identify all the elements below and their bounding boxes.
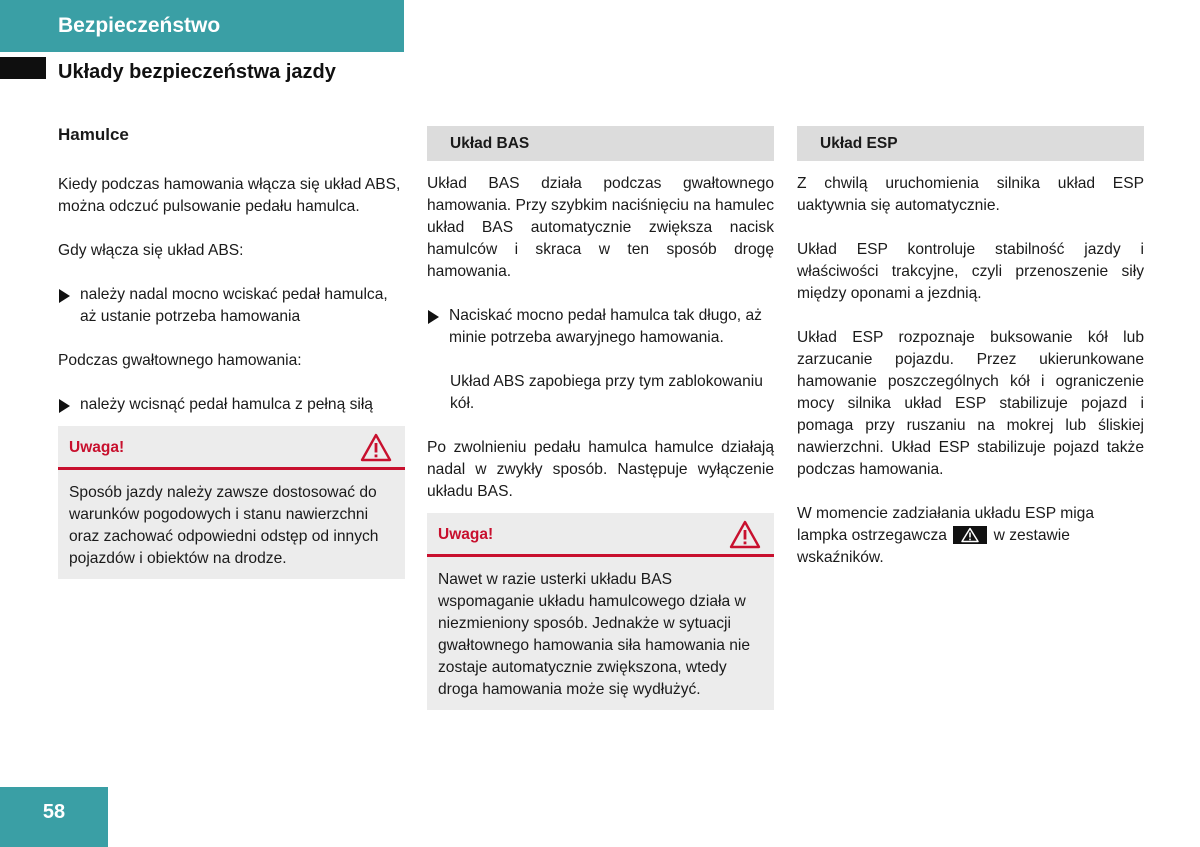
paragraph: Układ BAS działa podczas gwałtownego hamowania. Przy szybkim naciśnięciu na hamulec układ BAS automatycznie zwiększa nacisk hamulców i skraca w ten sposób drogę hamowania. — [427, 175, 774, 280]
warning-title: Uwaga! — [438, 526, 494, 543]
warning-triangle-icon — [729, 520, 761, 549]
paragraph: Podczas gwałtownego hamowania: — [58, 352, 302, 369]
lamp-text-before: W momencie zadziałania układu ESP miga lampka ostrzegawcza — [797, 505, 1095, 544]
lamp-text-after: w zestawie wskaźników. — [797, 527, 1070, 566]
instruction-item — [58, 394, 405, 416]
paragraph: Kiedy podczas hamowania włącza się układ ABS, można odczuć pulsowanie pedału hamulca. — [58, 176, 401, 215]
heading-esp: Układ ESP — [797, 126, 1144, 161]
column-bas — [427, 122, 774, 710]
page-number: 58 — [0, 787, 108, 847]
warning-header — [427, 513, 774, 557]
heading-hamulce: Hamulce — [58, 125, 129, 144]
instruction-item — [427, 305, 774, 349]
warning-triangle-icon — [360, 433, 392, 462]
bullet-arrow-icon — [59, 399, 70, 413]
paragraph: Po zwolnieniu pedału hamulca hamulce działają nadal w zwykły sposób. Następuje wyłączenie układu BAS. — [427, 439, 774, 500]
paragraph: Układ ESP rozpoznaje buksowanie kół lub zarzucanie pojazdu. Przez ukierunkowane hamowanie poszczególnych kół i ograniczenie mocy silnika układ ESP stabilizuje pojazd i pomaga przy ruszaniu na mokrej lub śliskiej nawierzchni. Układ ESP stabilizuje pojazd także podczas hamowania. — [797, 329, 1144, 478]
paragraph: Układ ESP kontroluje stabilność jazdy i właściwości trakcyjne, czyli przenoszenie siły między oponami a jezdnią. — [797, 241, 1144, 302]
warning-title: Uwaga! — [69, 439, 125, 456]
heading-bas: Układ BAS — [427, 126, 774, 161]
warning-box — [427, 513, 774, 710]
bullet-arrow-icon — [428, 310, 439, 324]
paragraph-lamp — [797, 503, 1144, 569]
esp-warning-lamp-icon — [953, 526, 987, 544]
instruction-text: Naciskać mocno pedał hamulca tak długo, aż minie potrzeba awaryjnego hamowania. — [449, 307, 762, 346]
column-hamulce — [58, 122, 405, 579]
column-esp — [797, 122, 1144, 569]
paragraph: Gdy włącza się układ ABS: — [58, 242, 244, 259]
bullet-arrow-icon — [59, 289, 70, 303]
note-text: Układ ABS zapobiega przy tym zablokowaniu kół. — [450, 373, 763, 412]
instruction-text: należy wcisnąć pedał hamulca z pełną siłą — [80, 396, 373, 413]
warning-text: Sposób jazdy należy zawsze dostosować do warunków pogodowych i stanu nawierzchni oraz zachować odpowiedni odstęp od innych pojazdów i obiektów na drodze. — [69, 484, 379, 567]
instruction-item — [58, 284, 405, 328]
page-subtitle: Układy bezpieczeństwa jazdy — [58, 61, 336, 83]
warning-box — [58, 426, 405, 579]
section-tab: Bezpieczeństwo — [0, 0, 404, 52]
warning-text: Nawet w razie usterki układu BAS wspomaganie układu hamulcowego działa w niezmieniony sposób. Jednakże w sytuacji gwałtownego hamowania siła hamowania nie zostaje automatycznie zwiększona, wtedy droga hamowania może się wydłużyć. — [438, 571, 751, 698]
instruction-text: należy nadal mocno wciskać pedał hamulca, aż ustanie potrzeba hamowania — [80, 286, 388, 325]
warning-header — [58, 426, 405, 470]
paragraph: Z chwilą uruchomienia silnika układ ESP uaktywnia się automatycznie. — [797, 175, 1144, 214]
section-marker — [0, 57, 46, 79]
